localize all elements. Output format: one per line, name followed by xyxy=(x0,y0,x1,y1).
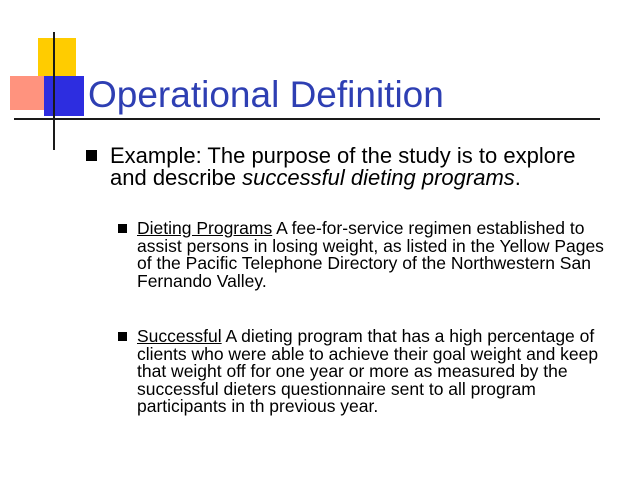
main-bullet-tail: . xyxy=(514,165,521,190)
square-bullet-icon xyxy=(118,332,127,341)
definition-successful xyxy=(137,328,617,416)
slide-title: Operational Definition xyxy=(88,74,444,115)
definition-term: Dieting Programs xyxy=(137,218,273,238)
main-bullet-emphasis: successful dieting programs xyxy=(242,165,515,190)
main-bullet-lead: Example: The purpose of the study is to explore and describe xyxy=(110,143,576,190)
decorative-blue-square xyxy=(44,76,84,116)
square-bullet-icon xyxy=(86,150,97,161)
definition-term: Successful xyxy=(137,326,222,346)
decorative-red-square xyxy=(10,76,44,110)
definition-text: A dieting program that has a high percentage of clients who were able to achieve their goal weight and keep that weight off for one year or more as measured by the successful dieters questionnaire sent to all program participants in th previous year. xyxy=(137,326,599,416)
decorative-vertical-line xyxy=(53,32,55,150)
square-bullet-icon xyxy=(118,224,127,233)
definition-text: A fee-for-service regimen established to assist persons in losing weight, as listed in the Yellow Pages of the Pacific Telephone Directory of the Northwestern San Fernando Valley. xyxy=(137,218,604,291)
main-bullet-text xyxy=(110,145,610,189)
decorative-yellow-square xyxy=(38,38,76,76)
title-underline-rule xyxy=(14,118,600,120)
definition-dieting-programs xyxy=(137,220,617,290)
